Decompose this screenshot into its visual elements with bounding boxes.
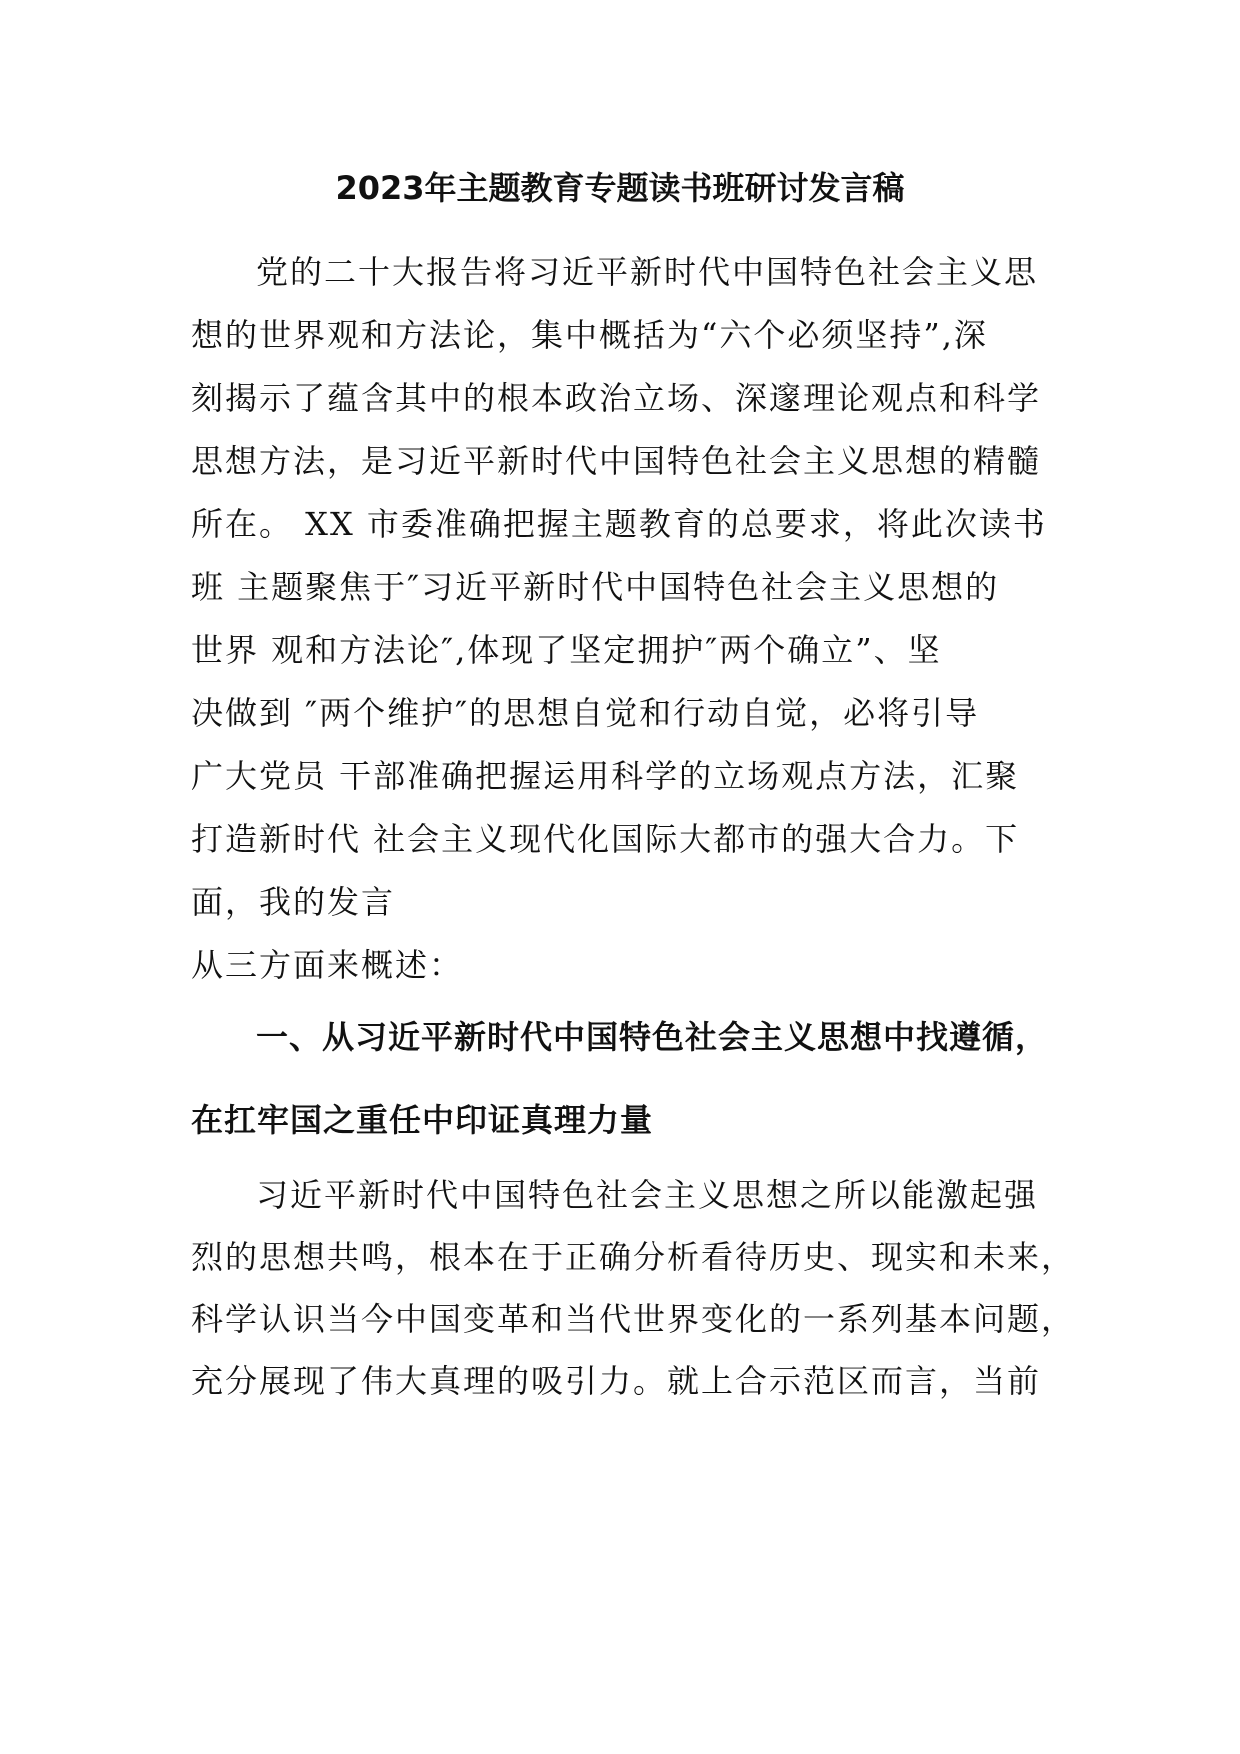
paragraph-line: 充分展现了伟大真理的吸引力。就上合示范区而言，当前 [191, 1362, 1042, 1400]
paragraph-line: 广大党员 干部准确把握运用科学的立场观点方法，汇聚 [191, 757, 1020, 795]
paragraph-line: 党的二十大报告将习近平新时代中国特色社会主义思 [256, 253, 1039, 291]
paragraph-line: 班 主题聚焦于″习近平新时代中国特色社会主义思想的 [191, 568, 1000, 606]
document-title: 2023年主题教育专题读书班研讨发言稿 [335, 169, 905, 207]
paragraph-line: 刻揭示了蕴含其中的根本政治立场、深邃理论观点和科学 [191, 379, 1042, 417]
paragraph-line: 科学认识当今中国变革和当代世界变化的一系列基本问题， [191, 1300, 1076, 1338]
paragraph-line: 想的世界观和方法论，集中概括为“六个必须坚持”,深 [191, 316, 988, 354]
section-heading: 在扛牢国之重任中印证真理力量 [191, 1101, 654, 1139]
paragraph-line: 决做到 ″两个维护″的思想自觉和行动自觉，必将引导 [191, 694, 980, 732]
paragraph-line: 打造新时代 社会主义现代化国际大都市的强大合力。下 [191, 820, 1020, 858]
paragraph-line: 习近平新时代中国特色社会主义思想之所以能激起强 [256, 1176, 1039, 1214]
paragraph-line: 思想方法，是习近平新时代中国特色社会主义思想的精髓 [191, 442, 1042, 480]
paragraph-line: 从三方面来概述： [191, 946, 464, 984]
paragraph-line: 烈的思想共鸣，根本在于正确分析看待历史、现实和未来， [191, 1238, 1076, 1276]
paragraph-line: 所在。 XX 市委准确把握主题教育的总要求，将此次读书 [191, 505, 1047, 543]
paragraph-line: 面，我的发言 [191, 883, 396, 921]
section-heading: 一、从习近平新时代中国特色社会主义思想中找遵循， [256, 1018, 1049, 1056]
paragraph-line: 世界 观和方法论″,体现了坚定拥护″两个确立”、坚 [191, 631, 942, 669]
